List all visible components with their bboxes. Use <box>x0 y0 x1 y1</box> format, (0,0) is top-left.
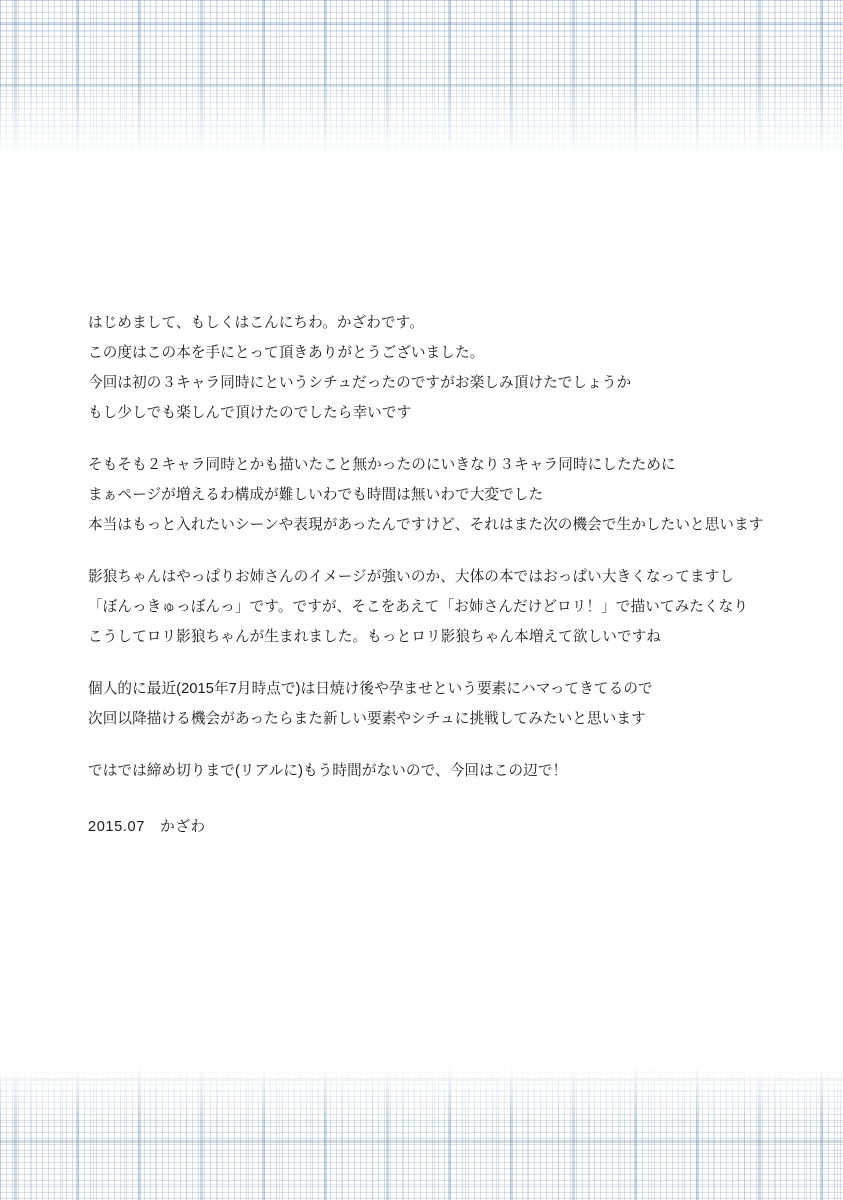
afterword-line: 個人的に最近(2015年7月時点で)は日焼け後や孕ませという要素にハマってきてるので <box>88 681 653 697</box>
afterword-line: 本当はもっと入れたいシーンや表現があったんですけど、それはまた次の機会で生かしたいと思います <box>88 517 764 533</box>
plaid-pattern-top <box>0 0 843 168</box>
afterword-paragraph <box>88 308 768 428</box>
plaid-accent-stripe <box>448 0 451 168</box>
plaid-accent-stripe <box>324 1060 327 1200</box>
plaid-accent-stripe <box>758 1060 761 1200</box>
plaid-accent-stripe <box>324 0 327 168</box>
plaid-horizontal-lines <box>0 0 843 168</box>
afterword-text-block <box>88 308 768 842</box>
afterword-line: この度はこの本を手にとって頂きありがとうございました。 <box>88 345 485 361</box>
plaid-accent-stripe <box>0 22 843 25</box>
plaid-accent-stripe <box>14 1060 17 1200</box>
plaid-accent-stripe <box>572 1060 575 1200</box>
afterword-paragraph <box>88 562 768 652</box>
plaid-accent-stripe <box>386 0 389 168</box>
plaid-accent-stripe <box>0 1078 843 1081</box>
plaid-vertical-lines <box>0 1060 843 1200</box>
plaid-accent-stripe <box>448 1060 451 1200</box>
plaid-accent-stripe <box>820 1060 823 1200</box>
plaid-accent-stripe <box>634 1060 637 1200</box>
afterword-line: 次回以降描ける機会があったらまた新しい要素やシチュに挑戦してみたいと思います <box>88 711 646 727</box>
plaid-accent-stripe <box>820 0 823 168</box>
plaid-accent-stripe <box>138 0 141 168</box>
afterword-line: ではでは締め切りまで(リアルに)もう時間がないので、今回はこの辺で！ <box>88 763 568 779</box>
plaid-accent-stripe <box>14 0 17 168</box>
plaid-accent-stripe <box>76 1060 79 1200</box>
plaid-vertical-lines <box>0 0 843 168</box>
plaid-horizontal-lines <box>0 1060 843 1200</box>
plaid-accent-stripe <box>510 0 513 168</box>
afterword-paragraph <box>88 450 768 540</box>
plaid-pattern-bottom <box>0 1060 843 1200</box>
afterword-paragraph <box>88 756 768 786</box>
afterword-line: 影狼ちゃんはやっぱりお姉さんのイメージが強いのか、大体の本ではおっぱい大きくなってますし <box>88 569 735 585</box>
plaid-accent-stripe <box>0 84 843 87</box>
plaid-accent-stripe <box>634 0 637 168</box>
afterword-line: 「ぼんっきゅっぼんっ」です。ですが、そこをあえて「お姉さんだけどロリ！」で描いてみたくなり <box>88 599 749 615</box>
plaid-accent-stripe <box>262 1060 265 1200</box>
plaid-accent-stripe <box>386 1060 389 1200</box>
plaid-fade-overlay <box>0 1060 843 1124</box>
plaid-accent-stripe <box>572 0 575 168</box>
plaid-accent-stripe <box>200 1060 203 1200</box>
plaid-accent-stripe <box>138 1060 141 1200</box>
plaid-accent-stripe <box>510 1060 513 1200</box>
plaid-fade-overlay <box>0 78 843 168</box>
afterword-line: 今回は初の３キャラ同時にというシチュだったのですがお楽しみ頂けたでしょうか <box>88 375 632 391</box>
afterword-line: はじめまして、もしくはこんにちわ。かざわです。 <box>88 315 424 331</box>
plaid-accent-stripe <box>696 1060 699 1200</box>
afterword-line: まぁページが増えるわ構成が難しいわでも時間は無いわで大変でした <box>88 487 544 503</box>
afterword-line: もし少しでも楽しんで頂けたのでしたら幸いです <box>88 405 412 421</box>
afterword-paragraph <box>88 674 768 734</box>
plaid-accent-stripe <box>0 1140 843 1143</box>
plaid-accent-stripe <box>76 0 79 168</box>
afterword-line: こうしてロリ影狼ちゃんが生まれました。もっとロリ影狼ちゃん本増えて欲しいですね <box>88 629 662 645</box>
plaid-accent-stripe <box>758 0 761 168</box>
afterword-line: そもそも２キャラ同時とかも描いたこと無かったのにいきなり３キャラ同時にしたために <box>88 457 676 473</box>
plaid-accent-stripe <box>0 146 843 149</box>
afterword-signature: 2015.07 かざわ <box>88 819 206 835</box>
plaid-accent-stripe <box>200 0 203 168</box>
plaid-accent-stripe <box>262 0 265 168</box>
plaid-accent-stripe <box>696 0 699 168</box>
